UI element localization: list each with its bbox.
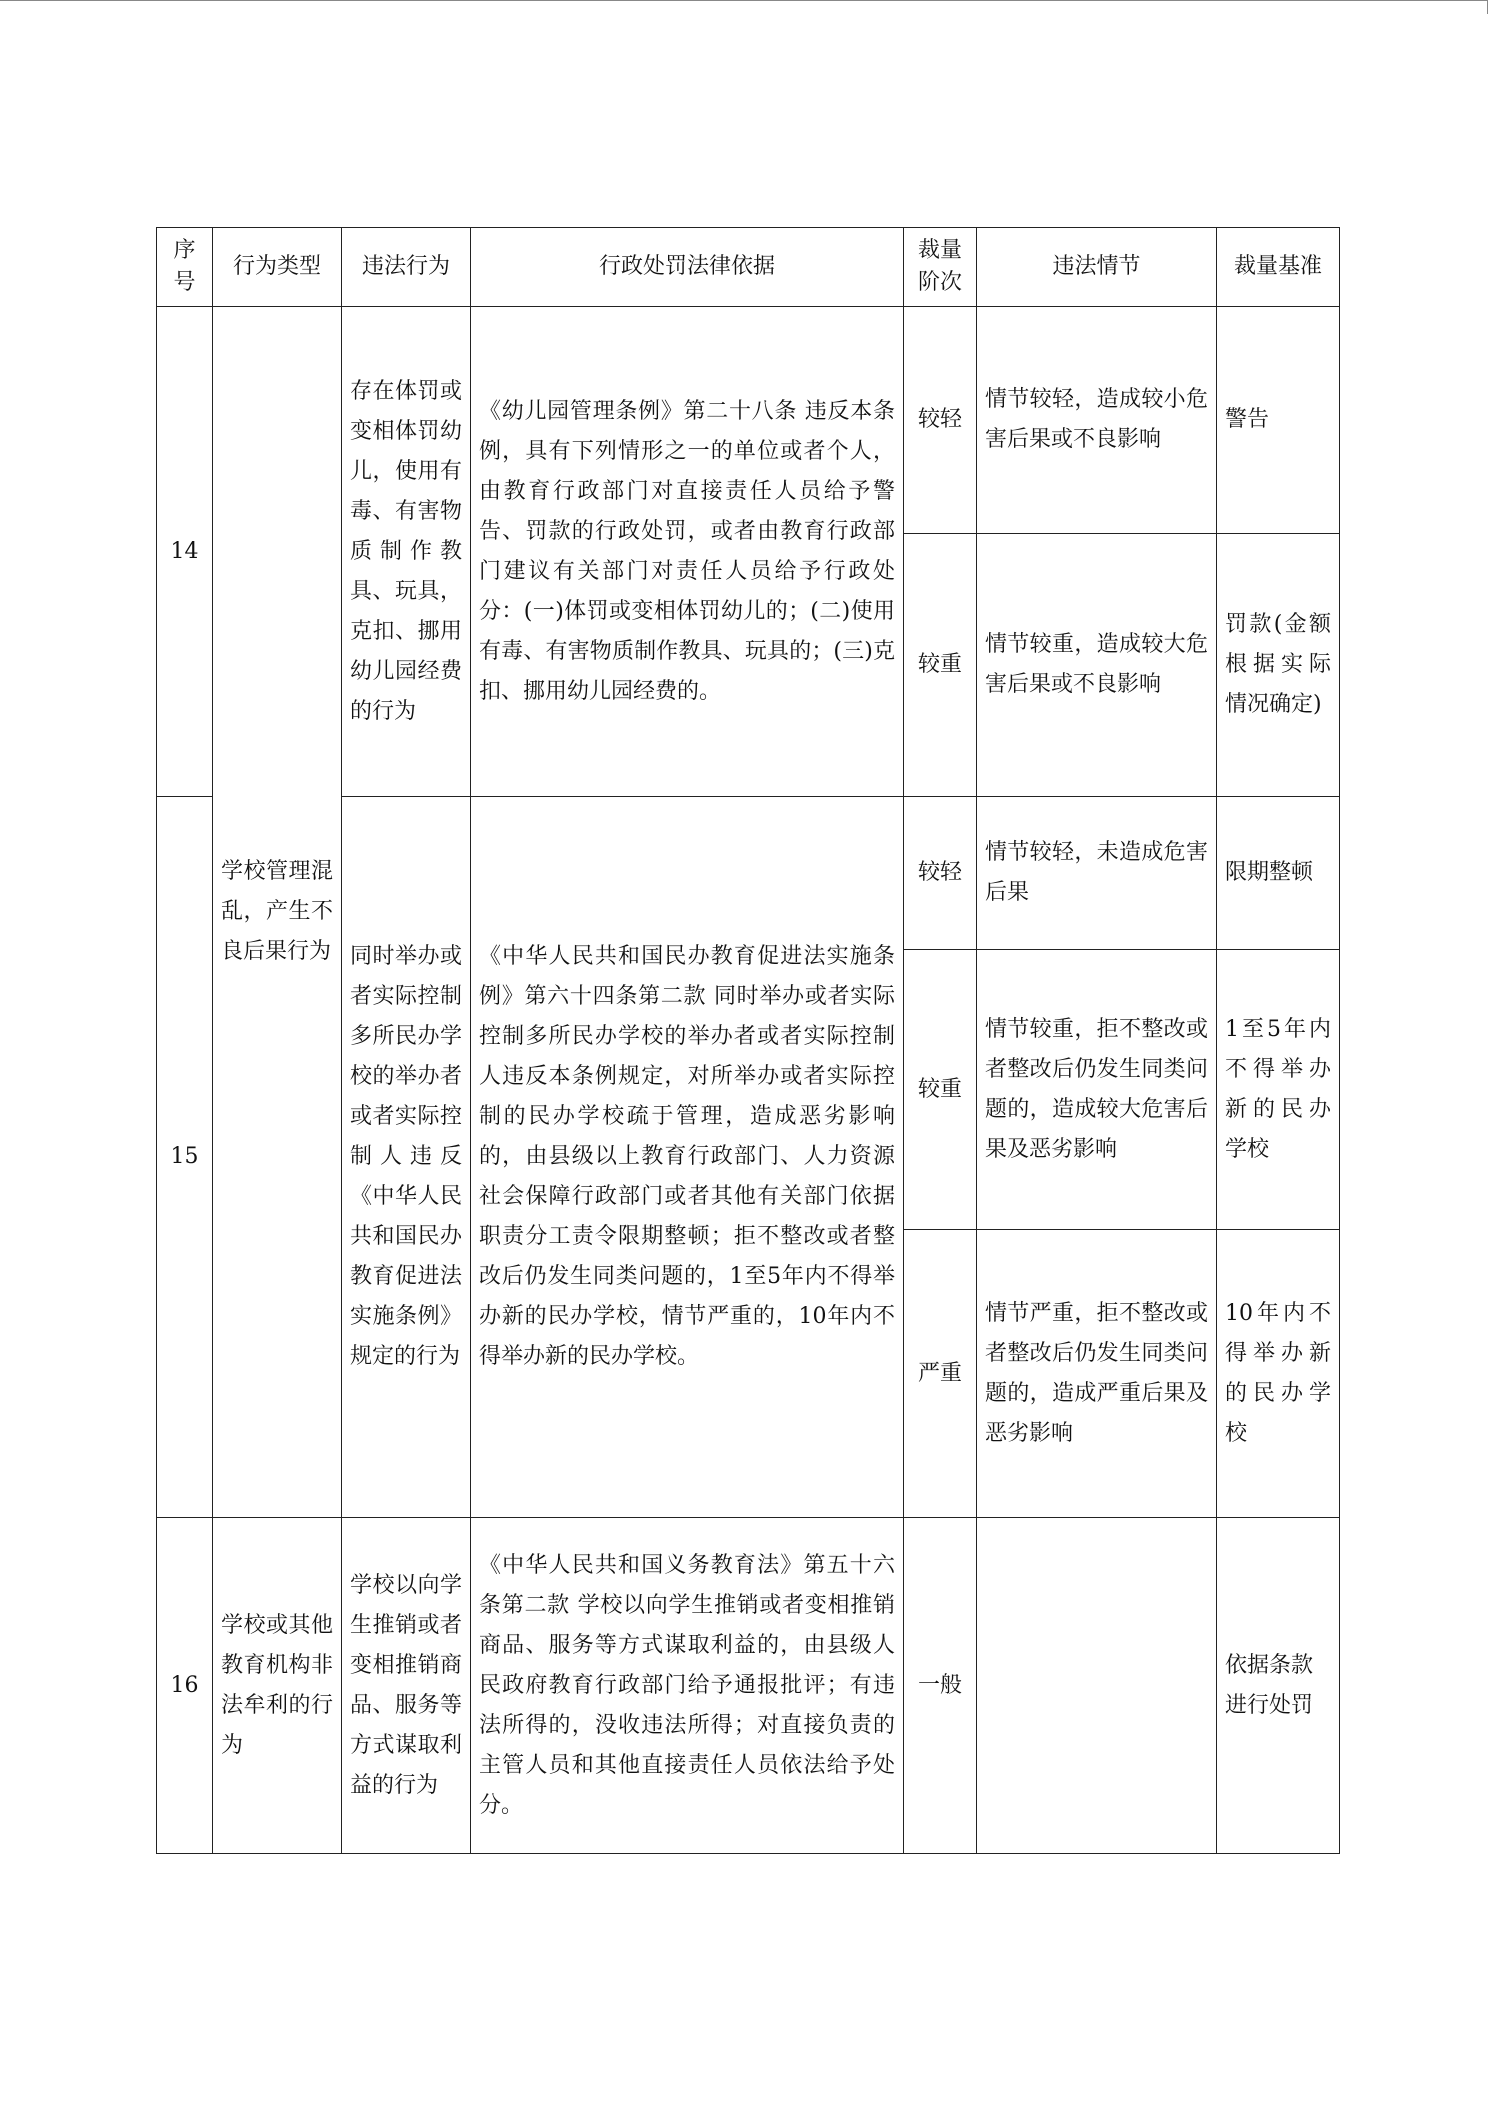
row-no: 14 [157, 307, 213, 797]
discretion-level: 较轻 [904, 307, 977, 534]
discretion-level: 较重 [904, 534, 977, 797]
circumstance: 情节较轻，造成较小危害后果或不良影响 [977, 307, 1217, 534]
discretion-level: 较轻 [904, 797, 977, 950]
header-level: 裁量阶次 [904, 228, 977, 307]
header-basis: 行政处罚法律依据 [471, 228, 904, 307]
illegal-behavior: 存在体罚或变相体罚幼儿，使用有毒、有害物质制作教具、玩具，克扣、挪用幼儿园经费的行为 [342, 307, 471, 797]
standard: 限期整顿 [1217, 797, 1340, 950]
row-no: 15 [157, 797, 213, 1518]
row-no: 16 [157, 1518, 213, 1854]
standard: 1至5年内不得举办新的民办学校 [1217, 950, 1340, 1230]
standard: 警告 [1217, 307, 1340, 534]
circumstance: 情节较重，造成较大危害后果或不良影响 [977, 534, 1217, 797]
discretion-level: 一般 [904, 1518, 977, 1854]
illegal-behavior: 学校以向学生推销或者变相推销商品、服务等方式谋取利益的行为 [342, 1518, 471, 1854]
circumstance: 情节较重，拒不整改或者整改后仍发生同类问题的，造成较大危害后果及恶劣影响 [977, 950, 1217, 1230]
standard: 罚款(金额根据实际情况确定) [1217, 534, 1340, 797]
table-row [157, 1518, 1340, 1854]
behavior-type: 学校管理混乱，产生不良后果行为 [213, 307, 342, 1518]
table-header-row [157, 228, 1340, 307]
illegal-behavior: 同时举办或者实际控制多所民办学校的举办者或者实际控制人违反《中华人民共和国民办教育促进法实施条例》规定的行为 [342, 797, 471, 1518]
legal-basis: 《中华人民共和国民办教育促进法实施条例》第六十四条第二款 同时举办或者实际控制多所民办学校的举办者或者实际控制人违反本条例规定，对所举办或者实际控制的民办学校疏于管理，造成恶劣影响的，由县级以上教育行政部门、人力资源社会保障行政部门或者其他有关部门依据职责分工责令限期整顿；拒不整改或者整改后仍发生同类问题的，1至5年内不得举办新的民办学校，情节严重的，10年内不得举办新的民办学校。 [471, 797, 904, 1518]
circumstance: 情节严重，拒不整改或者整改后仍发生同类问题的，造成严重后果及恶劣影响 [977, 1230, 1217, 1518]
discretion-level: 严重 [904, 1230, 977, 1518]
legal-basis: 《幼儿园管理条例》第二十八条 违反本条例，具有下列情形之一的单位或者个人，由教育行政部门对直接责任人员给予警告、罚款的行政处罚，或者由教育行政部门建议有关部门对责任人员给予行政处分：(一)体罚或变相体罚幼儿的；(二)使用有毒、有害物质制作教具、玩具的；(三)克扣、挪用幼儿园经费的。 [471, 307, 904, 797]
header-standard: 裁量基准 [1217, 228, 1340, 307]
circumstance [977, 1518, 1217, 1854]
standard: 依据条款进行处罚 [1217, 1518, 1340, 1854]
discretion-level: 较重 [904, 950, 977, 1230]
header-no: 序号 [157, 228, 213, 307]
page-border-top [0, 0, 1488, 1]
discretion-standard-table [156, 227, 1340, 1854]
header-circumstance: 违法情节 [977, 228, 1217, 307]
behavior-type: 学校或其他教育机构非法牟利的行为 [213, 1518, 342, 1854]
header-type: 行为类型 [213, 228, 342, 307]
legal-basis: 《中华人民共和国义务教育法》第五十六条第二款 学校以向学生推销或者变相推销商品、服务等方式谋取利益的，由县级人民政府教育行政部门给予通报批评；有违法所得的，没收违法所得；对直接负责的主管人员和其他直接责任人员依法给予处分。 [471, 1518, 904, 1854]
header-behavior: 违法行为 [342, 228, 471, 307]
circumstance: 情节较轻，未造成危害后果 [977, 797, 1217, 950]
table-row [157, 307, 1340, 534]
standard: 10年内不得举办新的民办学校 [1217, 1230, 1340, 1518]
